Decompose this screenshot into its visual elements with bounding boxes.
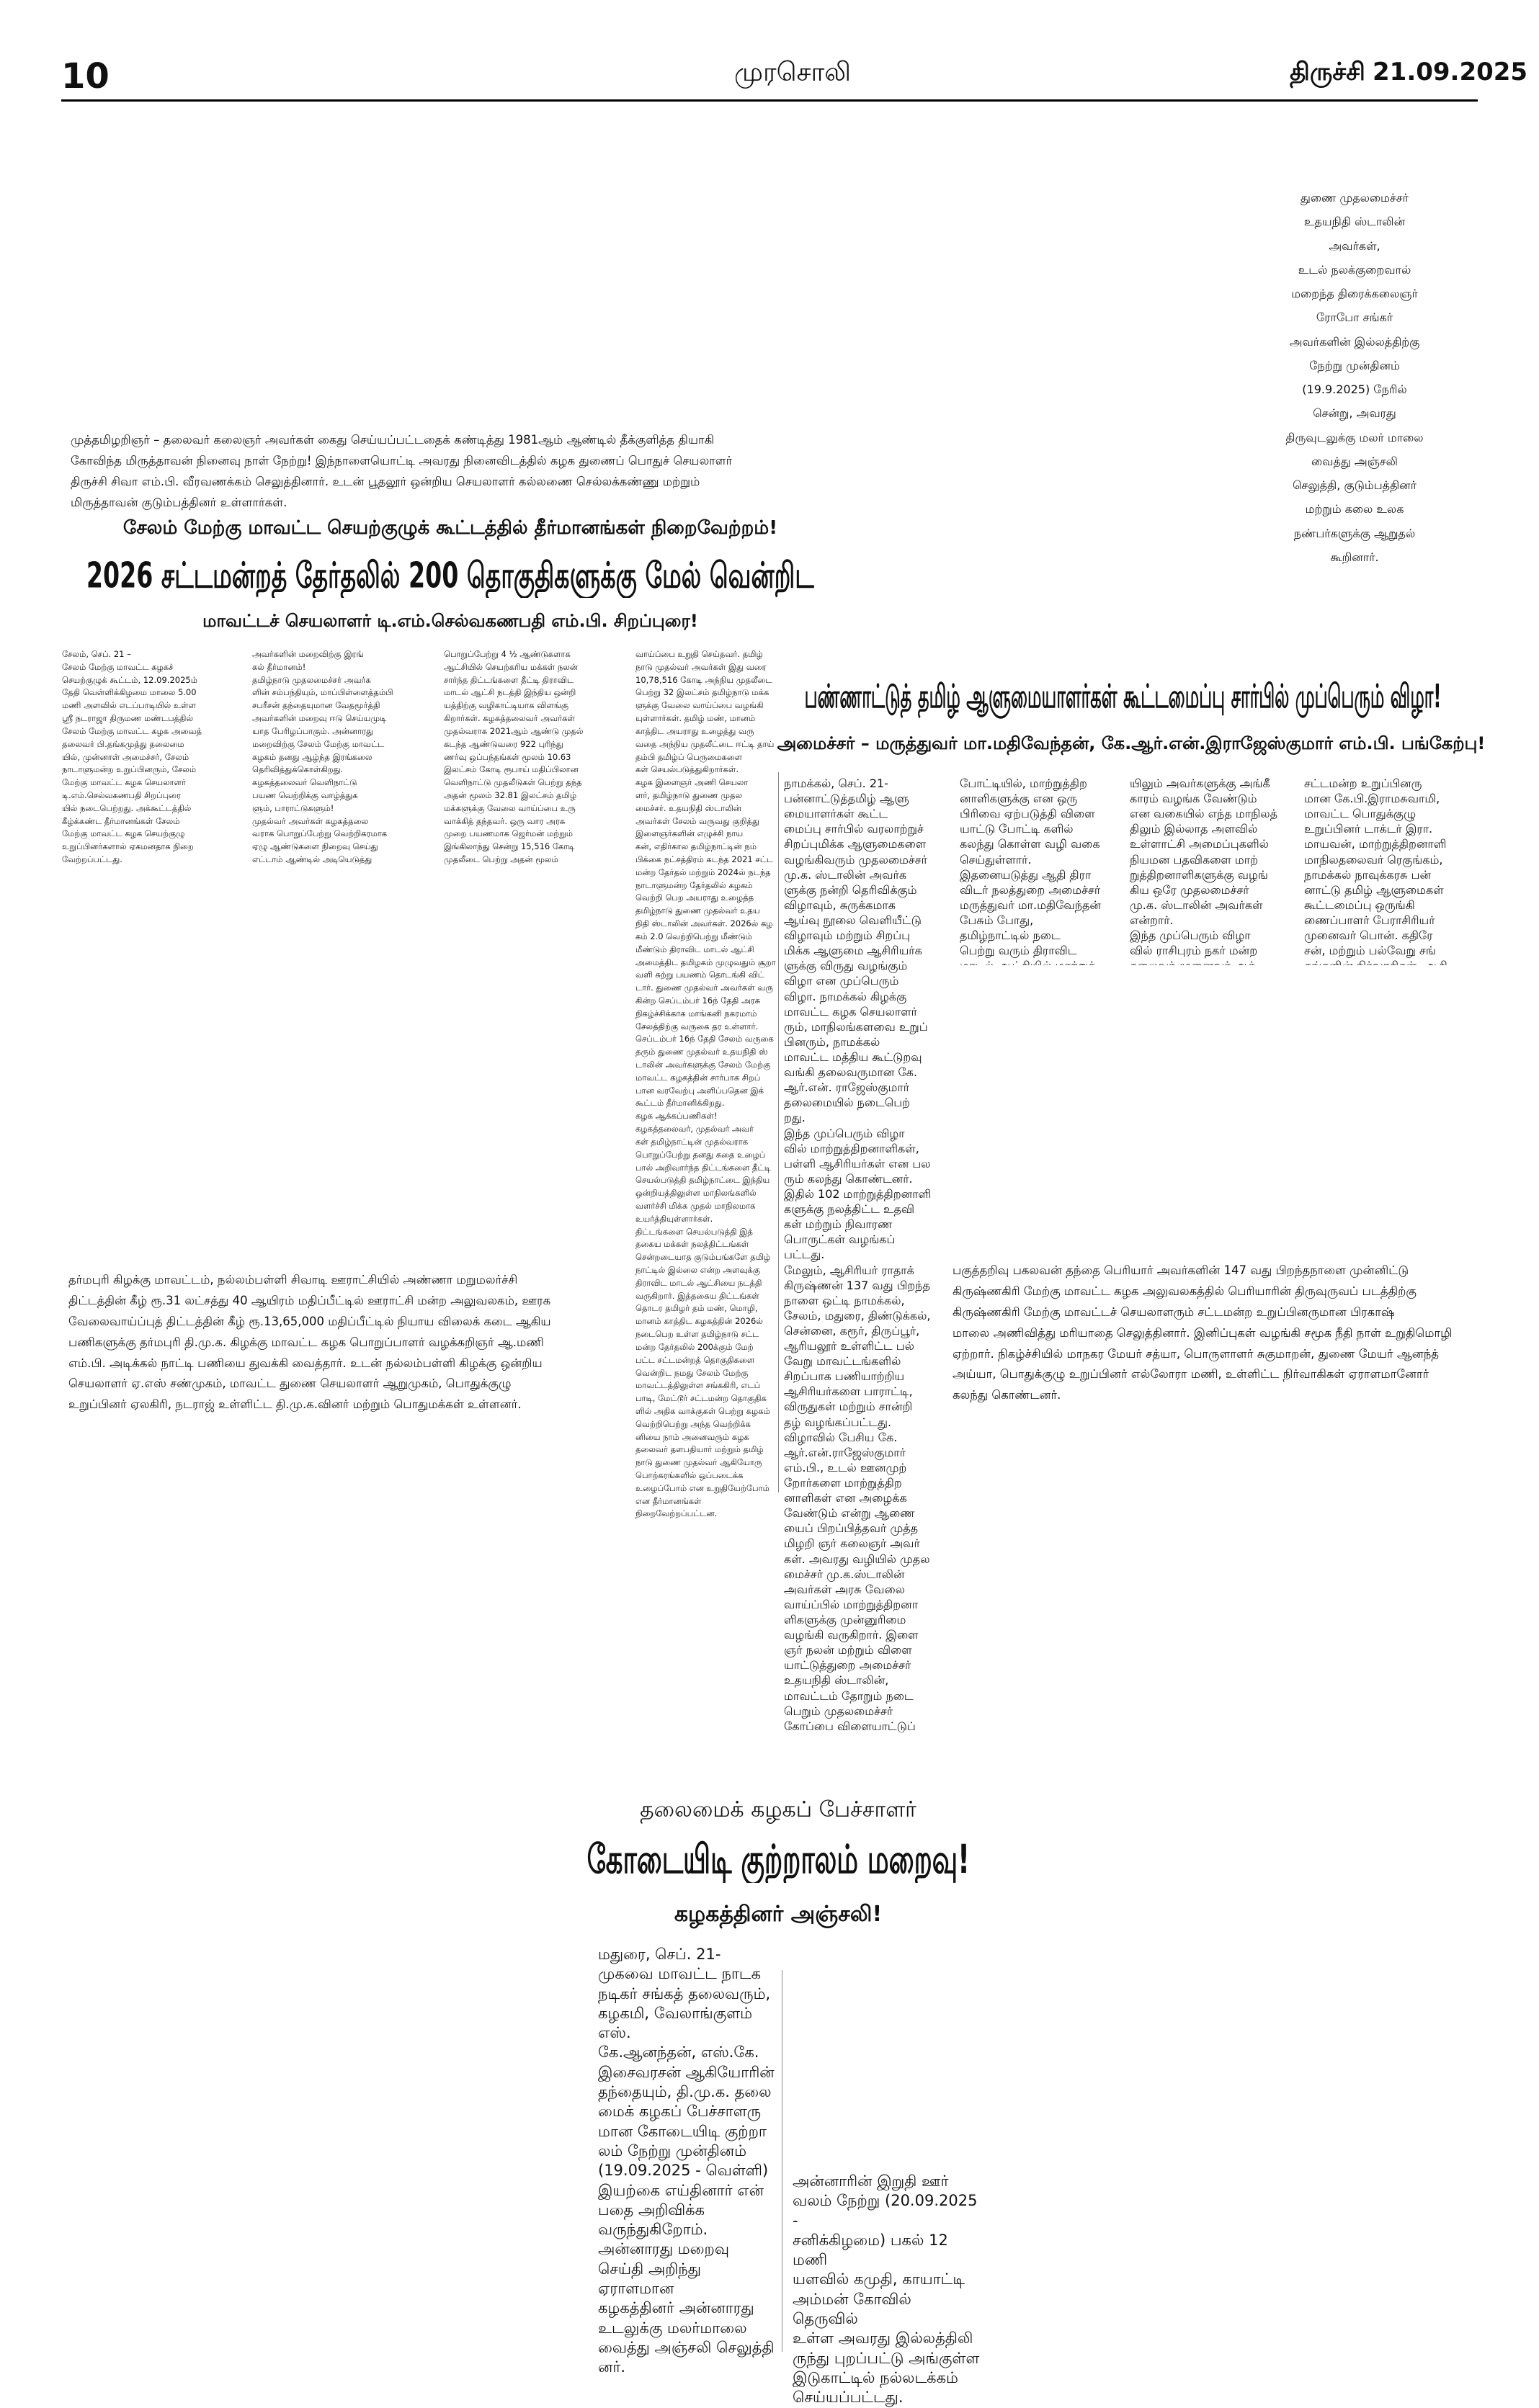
- top-photo-caption: முத்தமிழறிஞர் – தலைவர் கலைஞர் அவர்கள் கைது செய்யப்பட்டதைக் கண்டித்து 1981ஆம் ஆண்டில் தீக்குளித்த தியாகி கோவிந்த மிருத்தாவன் நினைவு நாள் நேற்று! இந்நாளையொட்டி அவரது நினைவிடத்தில் கழக துணைப் பொதுச் செயலாளர் திருச்சி சிவா எம்.பி. வீரவணக்கம் செலுத்தினார். உடன் பூதலூர் ஒன்றிய செயலாளர் கல்லணை செல்லக்கண்ணு மற்றும் மிருத்தாவன் குடும்பத்தினர் உள்ளார்கள்.: [71, 433, 733, 509]
- page-number: 10: [61, 56, 110, 97]
- story2-col2: போட்டியில், மாற்றுத்திற னாளிகளுக்கு என ஒரு பிரிவை ஏற்படுத்தி விளை யாட்டு போட்டி களில் கலந்து கொள்ள வழி வகை செய்துள்ளார். இதனையடுத்து ஆதி திரா விடர் நலத்துறை அமைச்சர் மருத்துவர் மா.மதிவேந்தன் பேசும் போது, தமிழ்நாட்டில் நடை பெற்று வரும் திராவிட: [960, 776, 1101, 958]
- photo-top-left: [61, 119, 839, 429]
- story2-rule: [778, 772, 779, 1492]
- story2-headline: பண்ணாட்டுத் தமிழ் ஆளுமையாளர்கள் கூட்டமைப்பு சார்பில் முப்பெரும் விழா!: [804, 677, 1442, 715]
- story3-col2: அன்னாரின் இறுதி ஊர் வலம் நேற்று (20.09.2025 - சனிக்கிழமை) பகல் 12 மணி யளவில் கமுதி, காயாட்டி அம்மன் கோவில் தெருவில் உள்ள அவரது இல்லத்திலி ருந்து புறப்பட்டு அங்குள்ள இடுகாட்டில் நல்லடக்கம் செய்யப்பட்டது.: [793, 2172, 980, 2407]
- story2-col1: நாமக்கல், செப். 21- பன்னாட்டுத்தமிழ் ஆளு மையாளர்கள் கூட்ட மைப்பு சார்பில் வரலாற்றுச் சிறப்புமிக்க ஆளுமைகளை வழங்கிவரும் முதலமைச்சர் மு.க. ஸ்டாலின் அவர்க ளுக்கு நன்றி தெரிவிக்கும் விழாவும், சுருக்கமாக ஆய்வு நூலை வெளியீட்டு விழாவும் மற்றும் சிறப்பு மிக்க ஆளுமை ஆசிரியர்க ளுக்கு விருது வழங்கும் விழா என முப்பெரும் விழா. நாமக்கல் கிழக்கு மாவட்ட கழக செயலாளர் ரும், மாநிலங்களவை உறுப் பினரும், நாமக்கல் மாவட்ட மத்திய கூட்டுறவு வங்கி தலைவருமான கே. ஆர்.என். ராஜேஸ்குமார் தலைமையில் நடைபெற் றது. இந்த முப்பெரும் விழா வில் மாற்றுத்திறனாளிகள், பள்ளி ஆசிரியர்கள் என பல ரும் கலந்து கொண்டனர். இதில் 102 மாற்றுத்திறனாளி களுக்கு நலத்திட்ட உதவி கள் மற்றும் நிவாரண பொருட்கள் வழங்கப் பட்டது. மேலும், ஆசிரியர் ராதாக் கிருஷ்ணன் 137 வது பிறந்த நாளை ஒட்டி நாமக்கல், சேலம், மதுரை, திண்டுக்கல், சென்னை, கரூர், திருப்பூர், ஆரியலூர் உள்ளிட்ட பல் வேறு மாவட்டங்களில் சிறப்பாக பணியாற்றிய ஆசிரியர்களை பாராட்டி, விருதுகள் மற்றும் சான்றி தழ் வழங்கப்பட்டது. விழாவில் பேசிய கே. ஆர்.என்.ராஜேஸ்குமார் எம்.பி., உடல் ஊனமுற் றோர்களை மாற்றுத்திற னாளிகள் என அழைக்க வேண்டும் என்று ஆணை யைப் பிறப்பித்தவர் முத்த மிழறி ஞர் கலைஞர் அவர் கள். அவரது வழியில் முதல மைச்சர் மு.க.ஸ்டாலின் அவர்கள் அரசு வேலை வாய்ப்பில் மாற்றுத்திறனா ளிகளுக்கு முன்னுரிமை வழங்கி வருகிறார். இளை ஞர் நலன் மற்றும் விளை யாட்டுத்துறை அமைச்சர் உதயநிதி ஸ்டாலின், மாவட்டம் தோறும் நடை பெறும் முதலமைச்சர் கோப்பை விளையாட்டுப்: [784, 776, 932, 1733]
- story3-col1: மதுரை, செப். 21- முகவை மாவட்ட நாடக நடிகர் சங்கத் தலைவரும், கழகமி, வேலாங்குளம் எஸ். கே.ஆனந்தன், எஸ்.கே. இசைவரசன் ஆகியோரின் தந்தையும், தி.மு.க. தலை மைக் கழகப் பேச்சாளரு மான கோடையிடி குற்றா லம் நேற்று முன்தினம் (19.09.2025 - வெள்ளி) இயற்கை எய்தினார் என் பதை அறிவிக்க வருந்துகிறோம். அன்னாரது மறைவு செய்தி அறிந்து ஏராளமான கழகத்தினர் அன்னாரது உடலுக்கு மலர்மாலை வைத்து அஞ்சலி செலுத்தி னர்.: [598, 1946, 775, 2376]
- newspaper-name: முரசொலி: [734, 58, 851, 87]
- photo-obituary: [793, 1945, 980, 2161]
- story1-kicker: சேலம் மேற்கு மாவட்ட செயற்குழுக் கூட்டத்தில் தீர்மானங்கள் நிறைவேற்றம்!: [122, 517, 778, 539]
- story3-subhead: கழகத்தினர் அஞ்சலி!: [674, 1902, 883, 1927]
- krishnagiri-caption: பகுத்தறிவு பகலவன் தந்தை பெரியார் அவர்களின் 147 வது பிறந்தநாளை முன்னிட்டு கிருஷ்ணகிரி மேற்கு மாவட்ட கழக அலுவலகத்தில் பெரியாரின் திருவுருவப் படத்திற்கு கிருஷ்ணகிரி மேற்கு மாவட்டச் செயலாளரும் சட்டமன்ற உறுப்பினருமான பிரகாஷ் மாலை அணிவித்து மரியாதை செலுத்தினார். இனிப்புகள் வழங்கி சமூக நீதி நாள் உறுதிமொழி ஏற்றார். நிகழ்ச்சியில் மாநகர மேயர் சத்யா, பொருளாளர் சுகுமாறன், துணை மேயர் ஆனந்த் அய்யா, பொதுக்குழு உறுப்பினர் எல்லோரா மணி, உள்ளிட்ட நிர்வாகிகள் ஏராளமானோர் கலந்து கொண்டனர்.: [953, 1263, 1453, 1402]
- story2-col3: யிலும் அவர்களுக்கு அங்கீ காரம் வழங்க வேண்டும் என வகையில் எந்த மாநிலத் திலும் இல்லாத அளவில் உள்ளாட்சி அமைப்புகளில் நியமன பதவிகளை மாற் றுத்திறனாளிகளுக்கு வழங் கிய ஒரே முதலமைச்சர் மு.க. ஸ்டாலின் அவர்கள் என்றார். இந்த முப்பெரும் விழா வில் ராசிபுரம் நகர் மன்ற: [1130, 776, 1278, 958]
- story3-kicker: தலைமைக் கழகப் பேச்சாளர்: [640, 1797, 916, 1822]
- story1-col3: பொறுப்பேற்று 4 ½ ஆண்டுகளாக ஆட்சியில் செயற்கரிய மக்கள் நலன் சார்ந்த திட்டங்களை தீட்டி திராவிட மாடல் ஆட்சி நடத்தி இந்திய ஒன்றி யத்திற்கு வழிகாட்டியாக விளங்கு கிறார்கள். கழகத்தலைவர் அவர்கள் முதல்வராக 2021ஆம் ஆண்டு முதல் கடந்த ஆண்டுவரை 922 புரிந்து ணர்வு ஒப்பந்தங்கள் மூலம் 10.63 இலட்சம் கோடி ரூபாய் மதிப்பிலான வெளிநாட்டு முதலீடுகள் பெற்று தந்த அதன் மூலம் 32.81 இலட்சம் தமிழ் மக்களுக்கு வேலை வாய்ப்பை உரு வாக்கித் தந்தவர். ஒரு வார அரசு முறை பயணமாக ஜெர்மன் மற்றும் இங்கிலாந்து சென்று 15,516 கோடி முதலீடை பெற்று அதன் மூலம்: [444, 649, 584, 864]
- story1-subhead: மாவட்டச் செயலாளர் டி.எம்.செல்வகணபதி எம்.பி. சிறப்புரை!: [202, 611, 698, 631]
- issue-date: 21.09.2025: [1373, 58, 1528, 86]
- story1-headline: 2026 சட்டமன்றத் தேர்தலில் 200 தொகுதிகளுக்கு மேல் வென்றிட: [86, 555, 814, 596]
- story1-col2: அவர்களின் மறைவிற்கு இரங் கல் தீர்மானம்! தமிழ்நாடு முதலமைச்சர் அவர்க ளின் சம்பந்தியும், மாப்பிள்ளைத்தம்பி சபரீசன் தந்தையுமான வேதமூர்த்தி அவர்களின் மறைவு ஈடு செய்யமுடி யாத பேரிழப்பாகும். அன்னாரது மறைவிற்கு சேலம் மேற்கு மாவட்ட கழகம் தனது ஆழ்ந்த இரங்கலை தெரிவித்துக்கொள்கிறது. கழகத்தலைவர் வெளிநாட்டு பயண வெற்றிக்கு வாழ்த்துக ளும், பாராட்டுகளும்! முதல்வர் அவர்கள் கழகத்தலை வராக பொறுப்பேற்று வெற்றிகரமாக ஏழு ஆண்டுகளை நிறைவு செய்து எட்டாம் ஆண்டில் அடியெடுத்து: [252, 649, 393, 864]
- photo-salem: [61, 864, 623, 1264]
- edition-name: திருச்சி: [1290, 58, 1365, 86]
- masthead-rule: [61, 99, 1478, 102]
- story3-headline: கோடையிடி குற்றாலம் மறைவு!: [586, 1837, 971, 1883]
- dharmapuri-caption: தர்மபுரி கிழக்கு மாவட்டம், நல்லம்பள்ளி சிவாடி ஊராட்சியில் அண்ணா மறுமலர்ச்சி திட்டத்தின் கீழ் ரூ.31 லட்சத்து 40 ஆயிரம் மதிப்பீட்டில் ஊராட்சி மன்ற அலுவலகம், ஊரக வேலைவாய்ப்புத் திட்டத்தின் கீழ் ரூ.13,65,000 மதிப்பீட்டில் நியாய விலைக் கடை ஆகிய பணிகளுக்கு தர்மபுரி தி.மு.க. கிழக்கு மாவட்ட கழக பொறுப்பாளர் வழக்கறிஞர் ஆ.மணி எம்.பி. அடிக்கல் நாட்டி பணியை துவக்கி வைத்தார். உடன் நல்லம்பள்ளி கிழக்கு ஒன்றிய செயலாளர் ஏ.எஸ் சண்முகம், மாவட்ட துணை செயலாளர் ஆறுமுகம், பொதுக்குழு உறுப்பினர் ஏலகிரி, நடராஜ் உள்ளிட்ட தி.மு.க.வினர் மற்றும் பொதுமக்கள் உள்ளனர்.: [68, 1273, 551, 1412]
- story2-col4: சட்டமன்ற உறுப்பினரு மான கே.பி.இராமசுவாமி, மாவட்ட பொதுக்குழு உறுப்பினர் டாக்டர் இரா. மாயவன், மாற்றுத்திறனாளி மாநிலதலைவர் ரெகுங்கம், நாமக்கல் நாவுக்கரசு பன் னாட்டு தமிழ் ஆளுமைகள் கூட்டமைப்பு ஒருங்கி ணைப்பாளர் பேராசிரியர் முனைவர் பொன். கதிரே சன், மற்றும் பல்வேறு சங்: [1304, 776, 1447, 958]
- story1-col4: வாய்ப்பை உறுதி செய்தவர். தமிழ் நாடு முதல்வர் அவர்கள் இது வரை 10,78,516 கோடி அந்நிய முதலீடை பெற்று 32 இலட்சம் தமிழ்நாடு மக்க ளுக்கு வேலை வாய்ப்பை வழங்கி யுள்ளார்கள். தமிழ் மண், மானம் காத்திட அயராது உழைத்து வரு வதை அந்நிய முதலீட்டை ஈட்டி தாய் தம்பி தமிழ்ப் பெருமைகளை கள் செயல்படுத்துகிறார்கள். கழக இளைஞர் அணி செயலா ளர், தமிழ்நாடு துணை முதல மைச்சர். உதயநிதி ஸ்டாலின் அவர்கள் சேலம் வருவது குறித்து இளைஞர்களின் எழுச்சி நாய கன், எதிர்கால தமிழ்நாட்டின் நம் பிக்கை நட்சத்திரம் கடந்த 2021 சட்ட மன்ற தேர்தல் மற்றும் 2024ல் நடந்த நாடாளுமன்ற தேர்தலில் கழகம் வெற்றி பெற அயராது உழைத்த தமிழ்நாடு துணை முதல்வர் உதய நிதி ஸ்டாலின் அவர்கள். 2026ல் கழ கம் 2.0 வெற்றிபெற்று மீண்டும் மீண்டும் திராவிட மாடல் ஆட்சி அமைத்திட தமிழகம் முழுவதும் சூறா வளி சுற்று பயணம் தொடங்கி விட் டார். துணை முதல்வர் அவர்கள் வரு கின்ற செப்டம்பர் 16ந் தேதி அரசு நிகழ்ச்சிக்காக மாங்கனி நகரமாம் சேலத்திற்கு வருகை தர உள்ளார். செப்டம்பர் 16ந் தேதி சேலம் வருகை தரும் துணை முதல்வர் உதயநிதி ஸ் டாலின் அவர்களுக்கு சேலம் மேற்கு மாவட்ட கழகத்தின் சார்பாக சிறப் பான வரவேற்பு அளிப்பதென இக் கூட்டம் தீர்மானிக்கிறது. கழக ஆக்கப்பணிகள்! கழகத்தலைவர், முதல்வர் அவர் கள் தமிழ்நாட்டின் முதல்வராக பொறுப்பேற்று தனது கதை உழைப் பால் அறிவார்ந்த திட்டங்களை தீட்டி செயல்படுத்தி தமிழ்நாட்டை இந்திய ஒன்றியத்திலுள்ள மாநிலங்களில் வளர்ச்சி மிக்க முதல் மாநிலமாக உயர்த்தியுள்ளார்கள். திட்டங்களை செயல்படுத்தி இத் தகைய மக்கள் நலத்திட்டங்கள் சென்றடையாத குடும்பங்களே தமிழ் நாட்டில் இல்லை என்ற அளவுக்கு திராவிட மாடல் ஆட்சியை நடத்தி வருகிறார். இத்தகைய திட்டங்கள் தொடர தமிழர் தம் மண், மொழி, மானம் காத்திட கழகத்தின் 2026ல் நடைபெற உள்ள தமிழ்நாடு சட்ட மன்ற தேர்தலில் 200க்கும் மேற் பட்ட சட்டமன்றத் தொகுதிகளை வென்றிட நமது சேலம் மேற்கு மாவட்டத்திலுள்ள சங்ககிரி, எடப் பாடி, மேட்டூர் சட்டமன்ற தொகுதிக ளில் அதிக வாக்குகள் பெற்று கழகம் வெற்றிபெற்று அந்த வெற்றிக்க னியை நாம் அனைவரும் கழக தலைவர் தளபதியார் மற்றும் தமிழ் நாடு துணை முதல்வர் ஆகியோரு பொற்கரங்களில் ஒப்படைக்க உழைப்போம் என உறுதியேற்போம் என தீர்மானங்கள் நிறைவேற்றப்பட்டன.: [635, 649, 776, 1519]
- story2-headline-box: [764, 677, 1484, 720]
- story2-subhead: அமைச்சர் – மருத்துவர் மா.மதிவேந்தன், கே.ஆர்.என்.இராஜேஸ்குமார் எம்.பி. பங்கேற்பு!: [777, 733, 1486, 753]
- side-photo-caption: துணை முதலமைச்சர் உதயநிதி ஸ்டாலின் அவர்கள், உடல் நலக்குறைவால் மறைந்த திரைக்கலைஞர் ரோபோ சங்கர் அவர்களின் இல்லத்திற்கு நேற்று முன்தினம் (19.9.2025) நேரில் சென்று, அவரது திருவுடலுக்கு மலர் மாலை வைத்து அஞ்சலி செலுத்தி, குடும்பத்தினர் மற்றும் கலை உலக நண்பர்களுக்கு ஆறுதல் கூறினார்.: [1285, 191, 1424, 564]
- story1-col1: சேலம், செப். 21 – சேலம் மேற்கு மாவட்ட கழகச் செயற்குழுக் கூட்டம், 12.09.2025ம் தேதி வெள்ளிக்கிழமை மாலை 5.00 மணி அளவில் எடப்பாடியில் உள்ள ஸ்ரீ நடராஜா திருமண மண்டபத்தில் சேலம் மேற்கு மாவட்ட கழக அவைத் தலைவர் பி.தங்கமுத்து தலைமை யில், முன்னாள் அமைச்சர், சேலம் நாடாளுமன்ற உறுப்பினரும், சேலம் மேற்கு மாவட்ட கழக செயலாளர் டி.எம்.செல்வகணபதி சிறப்புரை யில் நடைபெற்றது. அக்கூட்டத்தில் கீழ்க்கண்ட தீர்மானங்கள் சேலம் மேற்கு மாவட்ட கழக செயற்குழு உறுப்பினர்களால் ஏகமனதாக நிறை வேற்றப்பட்டது.: [62, 649, 202, 864]
- story3-headline-box: [562, 1837, 994, 1883]
- photo-namakkal: [960, 965, 1471, 1253]
- photo-top-right: [847, 119, 1207, 623]
- story1-headline-box: [50, 555, 850, 598]
